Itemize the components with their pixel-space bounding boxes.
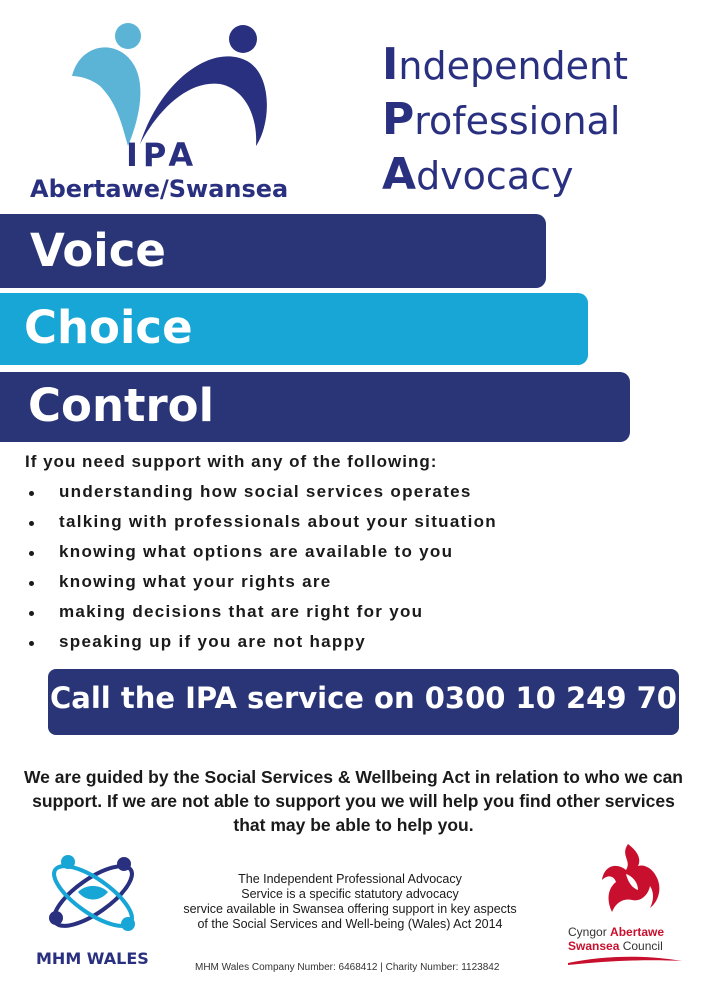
logo-figure-arc-dark [140,56,267,146]
call-text: Call the IPA service on 0300 10 249 70 [50,681,677,715]
bullet-icon [29,611,34,616]
guided-paragraph: We are guided by the Social Services & Wellbeing Act in relation to who we can support. If we are not able to support you we will help you find other services that may be able to help you. [23,767,683,835]
mhm-figure-2 [117,857,131,871]
mhm-figure-4 [121,917,135,931]
logo-figure-head-light [115,23,141,49]
council-swoosh [566,953,684,967]
council-name-line-2: Swansea Council [568,939,663,953]
logo-abbr: IPA [126,136,199,174]
call-banner [48,669,679,735]
band-control-label: Control [28,379,215,432]
title-line-3: Advocacy [382,149,574,200]
bullet-icon [29,551,34,556]
band-choice-label: Choice [24,301,193,354]
band-voice-label: Voice [30,224,166,277]
bullet-icon [29,641,34,646]
band-control [0,372,630,442]
bullet-icon [29,581,34,586]
page-title [382,38,702,203]
title-line-1: Independent [382,39,629,90]
mhm-figure-1 [61,855,75,869]
registration-numbers: MHM Wales Company Number: 6468412 | Charity Number: 1123842 [195,962,500,973]
mhm-figure-body [78,886,108,900]
mhm-figure-3 [49,911,63,925]
mhm-wales-logo [38,848,148,938]
bullet-icon [29,521,34,526]
footer-description: The Independent Professional Advocacy Service is a specific statutory advocacy service available in Swansea offering support in key aspects of the Social Services and Well-being (Wales) Act 2014 [183,872,517,931]
band-voice [0,214,546,288]
title-line-2: Professional [382,94,621,145]
band-choice [0,293,588,365]
swansea-council-logo [590,840,665,925]
mhm-wales-label: MHM WALES [36,949,149,968]
intro-text: If you need support with any of the following: [25,452,438,471]
logo-figure-arc-light [72,47,140,146]
bullet-icon [29,491,34,496]
council-name-line-1: Cyngor Abertawe [568,925,665,939]
logo-figure-head-dark [229,25,257,53]
logo-place: Abertawe/Swansea [30,175,289,203]
